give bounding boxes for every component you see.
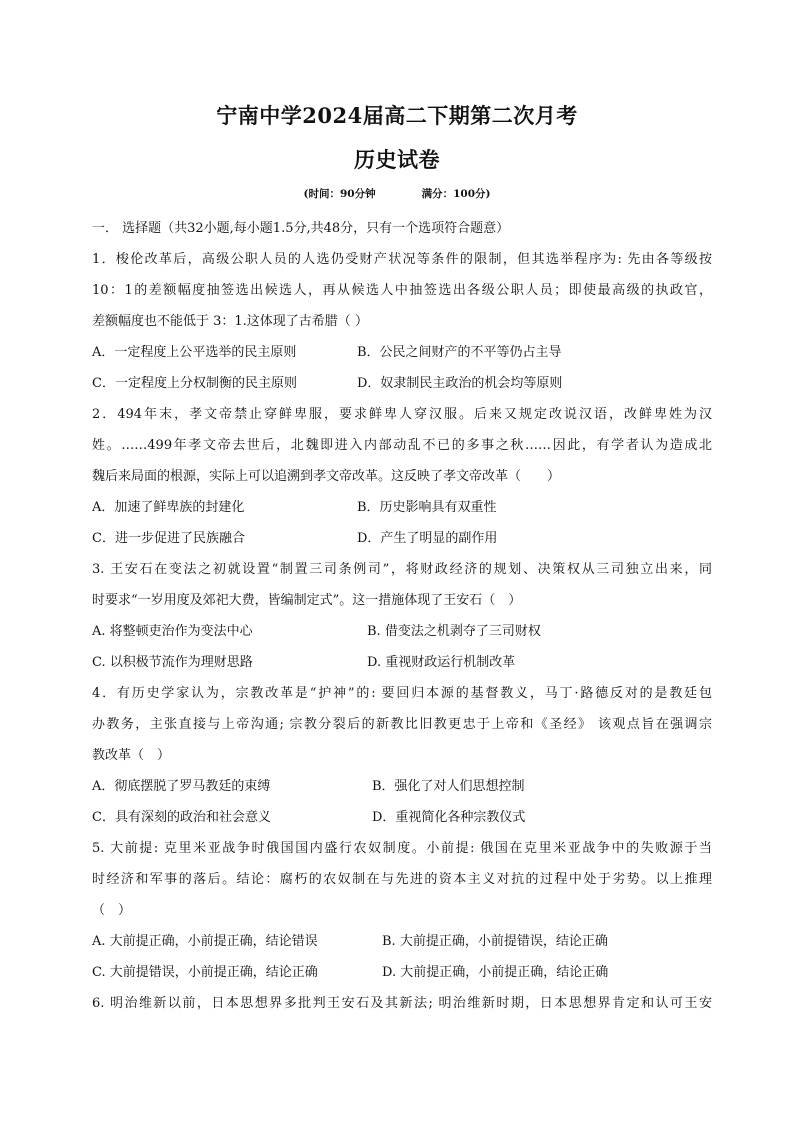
section-heading: 一． 选择题（共32小题,每小题1.5分,共48分，只有一个选项符合题意） [92, 221, 510, 236]
question-2-options-row-2 [92, 523, 712, 554]
question-5-options-row-2 [92, 957, 712, 988]
exam-meta [0, 186, 794, 201]
question-2-line-1: 2．494年末，孝文帝禁止穿鲜卑服，要求鲜卑人穿汉服。后来又规定改说汉语，改鲜卑姓为汉 [92, 407, 712, 422]
exam-score: 满分：100分) [421, 188, 491, 200]
question-5-option-a: A. 大前提正确，小前提正确，结论错误 [92, 934, 318, 949]
question-4-options-row-1 [92, 771, 712, 802]
question-5-option-b: B. 大前提正确，小前提错误，结论正确 [382, 934, 608, 949]
question-4-option-b: B．强化了对人们思想控制 [372, 779, 525, 794]
question-3-option-a: A. 将整顿吏治作为变法中心 [92, 624, 253, 639]
question-1-line-1: 1．梭伦改革后，高级公职人员的人选仍受财产状况等条件的限制，但其选举程序为: 先由各等级按 [92, 252, 712, 267]
question-1-line-3: 差额幅度也不能低于 3：1.这体现了古希腊（ ） [92, 314, 368, 329]
question-2-options-row-1 [92, 492, 712, 523]
question-1-option-b: B．公民之间财产的不平等仍占主导 [357, 345, 562, 360]
exam-subject: 历史试卷 [354, 147, 440, 172]
question-4-line-3: 教改革（ ） [92, 748, 171, 763]
question-4-options-row-2 [92, 802, 712, 833]
question-4-option-a: A．彻底摆脱了罗马教廷的束缚 [92, 779, 271, 794]
question-5-line-2: 时经济和军事的落后。结论：腐朽的农奴制在与先进的资本主义对抗的过程中处于劣势。以上推理 [92, 872, 712, 887]
question-2-line-3: 魏后来局面的根源，实际上可以追溯到孝文帝改革。这反映了孝文帝改革（ ） [92, 469, 561, 484]
question-5-line-3: （ ） [92, 903, 132, 918]
question-1-line-2: 10：1的差额幅度抽签选出候选人，再从候选人中抽签选出各级公职人员；即使最高级的执政官， [92, 283, 712, 298]
question-1-option-c: C．一定程度上分权制衡的民主原则 [92, 376, 297, 391]
question-3-line-2: 时要求“一岁用度及郊祀大费，皆编制定式”。这一措施体现了王安石（ ） [92, 593, 522, 608]
question-3-option-b: B. 借变法之机剥夺了三司财权 [367, 624, 541, 639]
question-6-line-1: 6. 明治维新以前，日本思想界多批判王安石及其新法; 明治维新时期，日本思想界肯定和认可王安 [92, 996, 712, 1011]
question-4-line-1: 4．有历史学家认为，宗教改革是“护神”的: 要回归本源的基督教义，马丁·路德反对的是教廷包 [92, 686, 712, 701]
question-4-option-d: D．重视简化各种宗教仪式 [372, 810, 526, 825]
question-1-options-row-2 [92, 368, 712, 399]
question-2-line-2: 姓。……499年孝文帝去世后，北魏即进入内部动乱不已的多事之秋……因此，有学者认为造成北 [92, 438, 712, 453]
question-5-option-d: D. 大前提正确，小前提正确，结论正确 [382, 965, 609, 980]
question-5-option-c: C. 大前提错误，小前提正确，结论正确 [92, 965, 318, 980]
question-5-options-row-1 [92, 926, 712, 957]
question-1-option-d: D．奴隶制民主政治的机会均等原则 [357, 376, 563, 391]
question-2-option-b: B．历史影响具有双重性 [357, 500, 497, 515]
question-3-option-c: C. 以积极节流作为理财思路 [92, 655, 253, 670]
question-2-option-a: A．加速了鲜卑族的封建化 [92, 500, 245, 515]
exam-title: 宁南中学2024届高二下期第二次月考 [216, 103, 578, 128]
question-2-option-c: C．进一步促进了民族融合 [92, 531, 245, 546]
question-1-options-row-1 [92, 337, 712, 368]
question-4-option-c: C．具有深刻的政治和社会意义 [92, 810, 271, 825]
question-3-options-row-1 [92, 616, 712, 647]
question-5-line-1: 5. 大前提: 克里米亚战争时俄国国内盛行农奴制度。小前提: 俄国在克里米亚战争中的失败源于当 [92, 841, 712, 856]
question-2-option-d: D．产生了明显的副作用 [357, 531, 498, 546]
question-3-option-d: D. 重视财政运行机制改革 [367, 655, 516, 670]
question-3-line-1: 3. 王安石在变法之初就设置“制置三司条例司”，将财政经济的规划、决策权从三司独立出来，同 [92, 562, 712, 577]
question-1-option-a: A．一定程度上公平选举的民主原则 [92, 345, 297, 360]
exam-time: (时间：90分钟 [303, 188, 376, 200]
exam-content [92, 213, 712, 1019]
question-3-options-row-2 [92, 647, 712, 678]
question-4-line-2: 办教务，主张直接与上帝沟通; 宗教分裂后的新教比旧教更忠于上帝和《圣经》 该观点旨在强调宗 [92, 717, 712, 732]
